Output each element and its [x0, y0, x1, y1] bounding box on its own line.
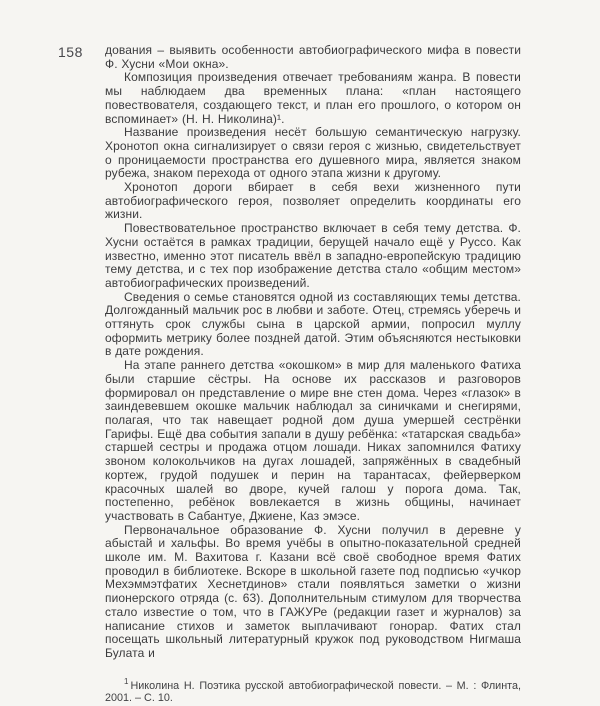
- paragraph: Хронотоп дороги вбирает в себя вехи жизненного пути автобиографического героя, позволяет определить координаты его жизни.: [105, 180, 521, 222]
- text-column: [105, 44, 521, 705]
- paragraph: Композиция произведения отвечает требованиям жанра. В повести мы наблюдаем два временных плана: «план настоящего повествователя, создающего текст, и план его прошлого, о котором он вспоминает» (Н. Н. Николина)¹.: [105, 70, 521, 126]
- paragraphs-container: [105, 44, 521, 661]
- footnote-marker: 1: [124, 677, 129, 687]
- paragraph: Первоначальное образование Ф. Хусни получил в деревне у абыстай и хальфы. Во время учёбы в опытно-показательной средней школе им. М. Вахитова г. Казани всё своё свободное время Фатих проводил в библиотеке. Вскоре в школьной газете под подписью «учкор Мехэммэтфатих Хеснетдинов» стали появляться заметки о жизни пионерского отряда (с. 63). Дополнительным стимулом для творчества стало известие о том, что в ГАЖУРе (редакции газет и журналов) за написание стихов и заметок выплачивают гонорар. Фатих стал посещать школьный литературный кружок под руководством Нигмаша Булата и: [105, 522, 521, 660]
- footnote: [105, 677, 521, 706]
- paragraph: На этапе раннего детства «окошком» в мир для маленького Фатиха были старшие сёстры. На основе их рассказов и разговоров формировал он представление о мире вне стен дома. Через «глазок» в заиндевевшем окошке мальчик наблюдал за синичками и снегирями, полагая, что так навещает родной дом душа умершей сестрёнки Гарифы. Ещё два события запали в душу ребёнка: «татарская свадьба» старшей сестры и продажа отцом лошади. Никах запомнился Фатиху звоном колокольчиков на дугах лошадей, запряжённых в свадебный кортеж, грудой подушек и перин на тарантасах, фейерверком красочных шалей во дворе, кучей галош у порога дома. Так, постепенно, ребёнок вовлекается в жизнь общины, начинает участвовать в Сабантуе, Джиене, Каз эмэсе.: [105, 358, 521, 523]
- paragraph: Повествовательное пространство включает в себя тему детства. Ф. Хусни остаётся в рамках традиции, берущей начало ещё у Руссо. Как известно, именно этот писатель ввёл в западно-европейскую традицию тему детства, и с тех пор изображение детства стало «общим местом» автобиографических произведений.: [105, 221, 521, 290]
- paragraph: Сведения о семье становятся одной из составляющих темы детства. Долгожданный мальчик рос в любви и заботе. Отец, стремясь уберечь и оттянуть срок службы сына в царской армии, попросил муллу оформить метрику более поздней датой. Этим объясняются нестыковки в дате рождения.: [105, 289, 521, 359]
- page-number: 158: [58, 44, 83, 60]
- footnote-text: Николина Н. Поэтика русской автобиографической повести. – М. : Флинта, 2001. – С. 10.: [105, 679, 521, 705]
- paragraph: Название произведения несёт большую семантическую нагрузку. Хронотоп окна сигнализирует о связи героя с жизнью, свидетельствует о проницаемости пространства его душевного мира, является знаком рубежа, знаком перехода от одного этапа жизни к другому.: [105, 125, 521, 181]
- paragraph: дования – выявить особенности автобиографического мифа в повести Ф. Хусни «Мои окна».: [105, 43, 521, 71]
